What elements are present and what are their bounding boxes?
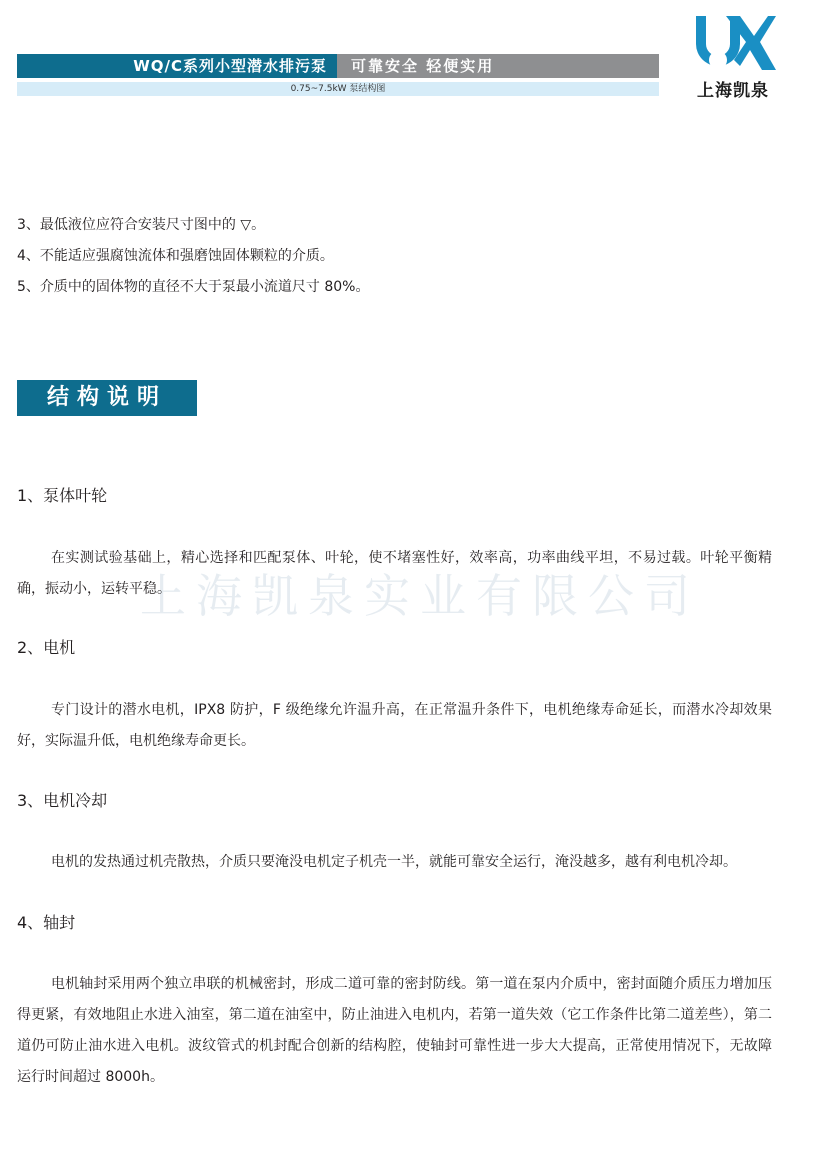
- header-subtitle: 0.75~7.5kW 泵结构图: [17, 82, 659, 96]
- kaiquan-logo-icon: [690, 10, 776, 76]
- body-pump-impeller: 在实测试验基础上，精心选择和匹配泵体、叶轮，使不堵塞性好，效率高，功率曲线平坦，不易过载。叶轮平衡精确，振动小，运转平稳。: [17, 550, 772, 597]
- watermark: 上海凯泉实业有限公司: [140, 569, 700, 623]
- company-logo: [690, 10, 776, 100]
- section-title: 结构说明: [17, 380, 197, 416]
- heading-motor-cooling: 3、电机冷却: [17, 791, 108, 810]
- heading-shaft-seal: 4、轴封: [17, 913, 76, 932]
- body-motor-cooling: 电机的发热通过机壳散热，介质只要淹没电机定子机壳一半，就能可靠安全运行，淹没越多，越有利电机冷却。: [51, 854, 737, 870]
- body-shaft-seal: 电机轴封采用两个独立串联的机械密封，形成二道可靠的密封防线。第一道在泵内介质中，密封面随介质压力增加压得更紧，有效地阻止水进入油室，第二道在油室中，防止油进入电机内，若第一道失效（它工作条件比第二道差些），第二道仍可防止油水进入电机。波纹管式的机封配合创新的结构腔，使轴封可靠性进一步大大提高，正常使用情况下，无故障运行时间超过 8000h。: [17, 976, 772, 1085]
- logo-text: 上海凯泉: [697, 81, 769, 101]
- note-5: 5、介质中的固体物的直径不大于泵最小流道尺寸 80%。: [17, 279, 370, 295]
- header-title-right: 可靠安全 轻便实用: [337, 54, 659, 78]
- heading-motor: 2、电机: [17, 638, 76, 657]
- body-motor: 专门设计的潜水电机，IPX8 防护，F 级绝缘允许温升高，在正常温升条件下，电机绝缘寿命延长，而潜水冷却效果好，实际温升低，电机绝缘寿命更长。: [17, 702, 772, 749]
- heading-pump-impeller: 1、泵体叶轮: [17, 486, 108, 505]
- header-bar: [17, 54, 659, 78]
- note-3: 3、最低液位应符合安装尺寸图中的 ▽。: [17, 217, 266, 233]
- note-4: 4、不能适应强腐蚀流体和强磨蚀固体颗粒的介质。: [17, 248, 334, 264]
- header-title-left: WQ/C系列小型潜水排污泵: [17, 54, 337, 78]
